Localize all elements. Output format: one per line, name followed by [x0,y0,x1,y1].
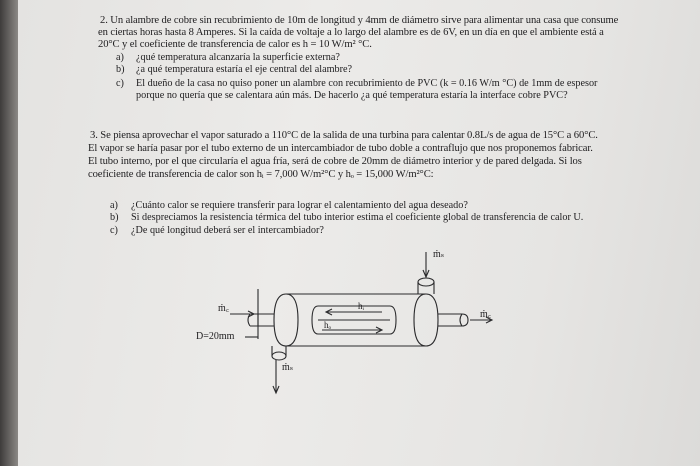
right-outlet-pipe [438,314,468,326]
shell-right-cap [414,294,426,346]
problem-3-item-a-text: ¿Cuánto calor se requiere transferir para lograr el calentamiento del agua deseado? [131,200,468,211]
problem-3-item-c-text: ¿De qué longitud deberá ser el intercambiador? [131,225,324,236]
problem-2-item-b-letter: b) [116,64,125,75]
problem-3-item-b-text: Si despreciamos la resistencia térmica del tubo interior estima el coeficiente global de transferencia de calor U. [131,212,584,223]
ms-bottom-label: ṁₛ [282,362,294,373]
problem-2-item-c-text: El dueño de la casa no quiso poner un alambre con recubrimiento de PVC (k = 0.16 W/m °C) de 1mm de espesor [136,78,598,89]
problem-2-item-a-letter: a) [116,52,124,63]
problem-3-item-a-letter: a) [110,200,118,211]
bottom-steam-cap [272,352,286,360]
desk-shadow [0,0,18,466]
problem-2-item-a-text: ¿qué temperatura alcanzaría la superficie externa? [136,52,340,63]
problem-2-line-3: 20°C y el coeficiente de transferencia de calor es h = 10 W/m² °C. [98,39,372,50]
problem-2-item-c-letter: c) [116,78,124,89]
hi-label: hᵢ [358,301,364,311]
ho-label: hₒ [324,320,332,330]
problem-3-item-c-letter: c) [110,225,118,236]
shell-left-cap [286,294,298,346]
diameter-label: D=20mm [196,331,235,342]
mc-left-label: ṁ꜀ [218,303,230,314]
problem-2-line-1: 2. Un alambre de cobre sin recubrimiento de 10m de longitud y 4mm de diámetro sirve para alimentar una casa que consume [100,15,619,26]
paper-sheet [18,0,700,466]
problem-3-line-2: El vapor se haría pasar por el tubo externo de un intercambiador de tubo doble a contraflujo que nos proponemos fabricar. [88,143,593,154]
problem-3-line-3: El tubo interno, por el que circularía el agua fría, será de cobre de 20mm de diámetro interior y de pared delgada. Si los [88,156,582,167]
top-steam-pipe [418,282,434,294]
problem-2-item-c-continuation: porque no quería que se calentara aún más. De hacerlo ¿a qué temperatura estaría la interface cobre PVC? [136,90,568,101]
problem-2-item-b-text: ¿a qué temperatura estaría el eje central del alambre? [136,64,353,75]
bottom-steam-pipe [272,346,286,356]
ms-top-label: ṁₛ [433,249,445,260]
right-outlet-cap [460,314,462,326]
heat-exchanger-diagram [18,0,700,466]
mc-right-label: ṁ꜀ [480,309,492,320]
problem-2-line-2: en ciertas horas hasta 8 Amperes. Si la caída de voltaje a lo largo del alambre es de 6V, en un día en que el ambiente está a [98,27,604,38]
left-inlet-pipe [248,314,274,326]
top-steam-cap [418,278,434,286]
problem-3-line-1: 3. Se piensa aprovechar el vapor saturado a 110°C de la salida de una turbina para calentar 0.8L/s de agua de 15°C a 60°C. [90,130,598,141]
problem-3-item-b-letter: b) [110,212,119,223]
problem-3-line-4: coeficiente de transferencia de calor son hᵢ = 7,000 W/m²°C y hₒ = 15,000 W/m²°C: [88,169,434,180]
